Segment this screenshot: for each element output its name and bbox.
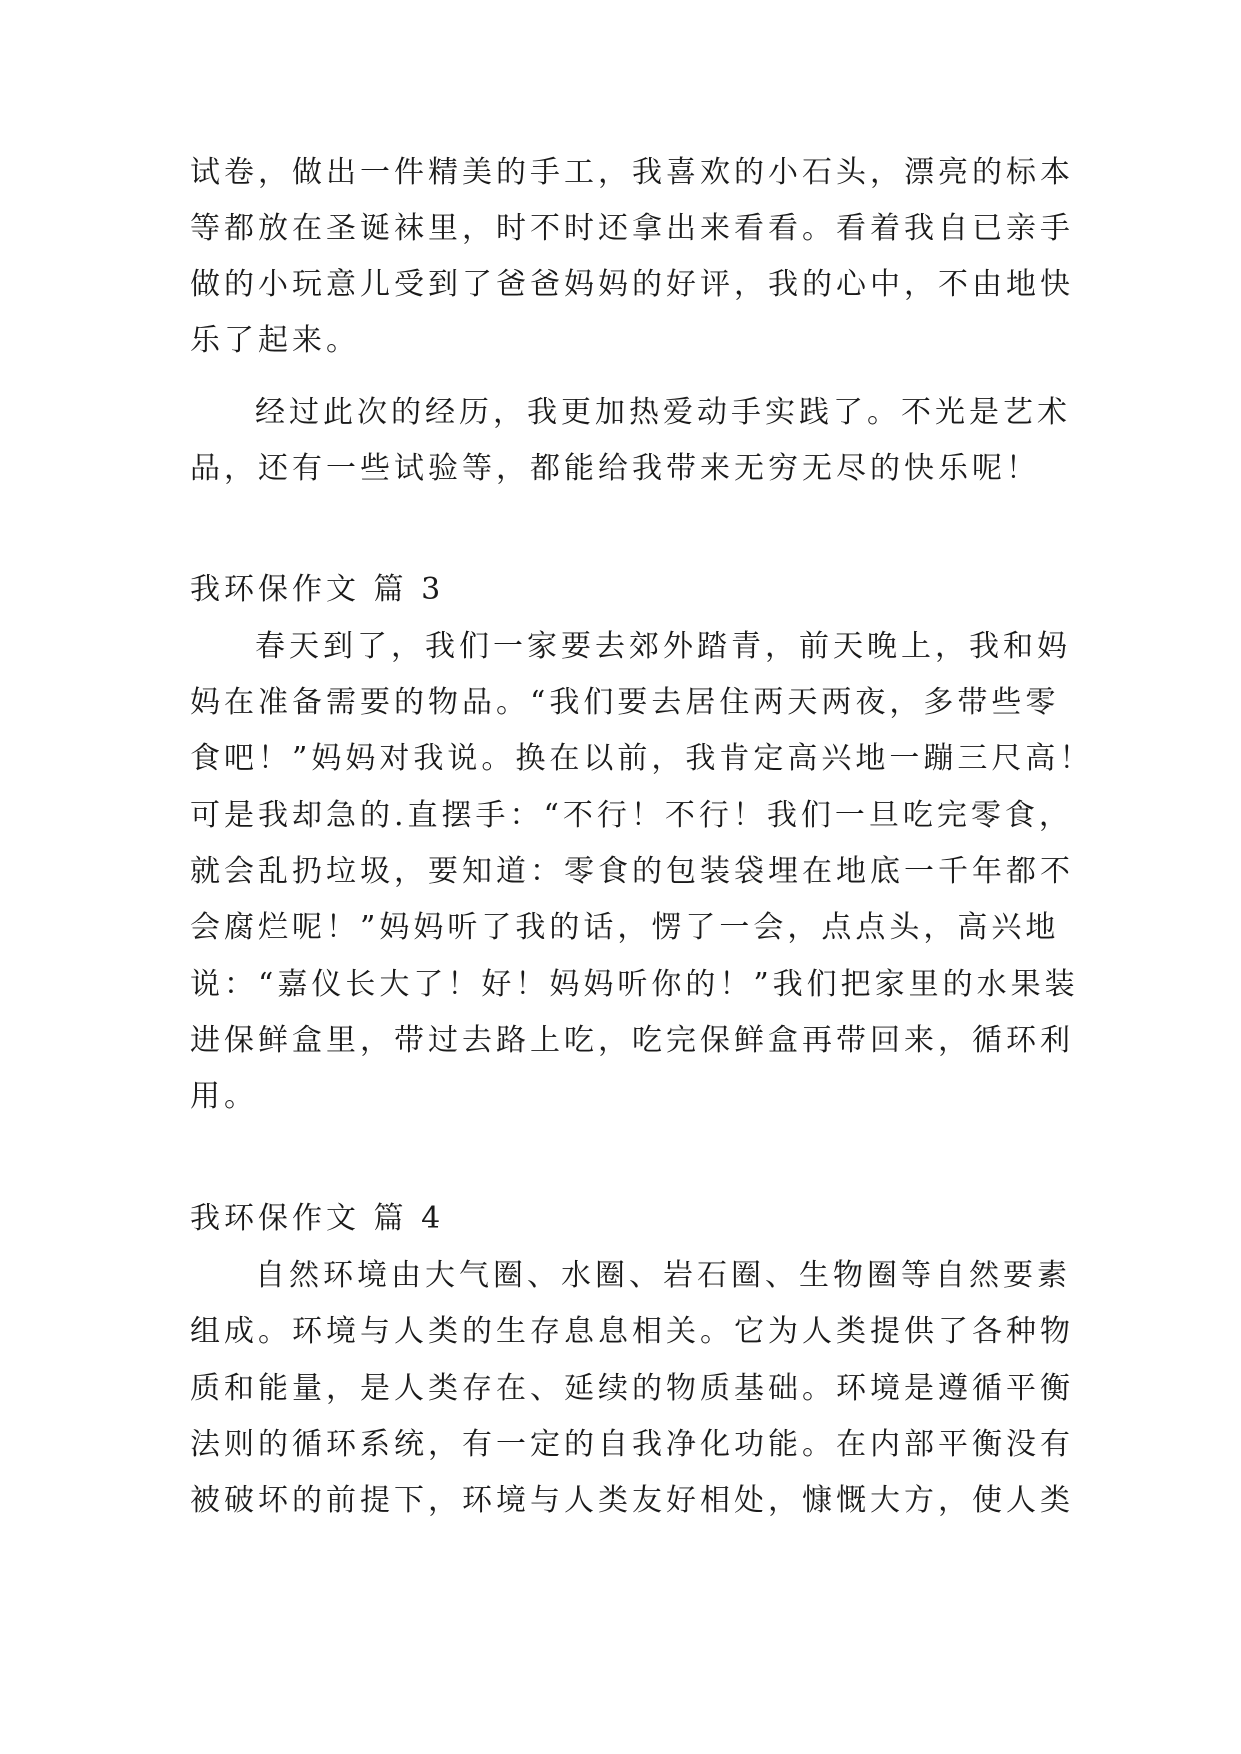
text-line: 会腐烂呢！”妈妈听了我的话，愣了一会，点点头，高兴地	[190, 910, 1060, 945]
text-line: 用。	[190, 1079, 258, 1114]
text-line: 被破坏的前提下，环境与人类友好相处，慷慨大方，使人类	[190, 1483, 1074, 1518]
text-line: 说：“嘉仪长大了！好！妈妈听你的！”我们把家里的水果装	[190, 967, 1079, 1002]
text-line: 自然环境由大气圈、水圈、岩石圈、生物圈等自然要素	[255, 1258, 1071, 1293]
text-line: 组成。环境与人类的生存息息相关。它为人类提供了各种物	[190, 1314, 1074, 1349]
text-line: 品，还有一些试验等，都能给我带来无穷无尽的快乐呢！	[190, 451, 1040, 486]
section-heading: 我环保作文 篇 4	[190, 1201, 445, 1236]
text-line: 进保鲜盒里，带过去路上吃，吃完保鲜盒再带回来，循环利	[190, 1023, 1074, 1058]
text-line: 质和能量，是人类存在、延续的物质基础。环境是遵循平衡	[190, 1371, 1074, 1406]
text-line: 食吧！”妈妈对我说。换在以前，我肯定高兴地一蹦三尺高！	[190, 741, 1094, 776]
text-line: 乐了起来。	[190, 323, 360, 358]
text-line: 可是我却急的.直摆手：“不行！不行！我们一旦吃完零食，	[190, 798, 1073, 833]
text-line: 经过此次的经历，我更加热爱动手实践了。不光是艺术	[255, 395, 1071, 430]
text-line: 妈在准备需要的物品。“我们要去居住两天两夜，多带些零	[190, 685, 1060, 720]
text-line: 做的小玩意儿受到了爸爸妈妈的好评，我的心中，不由地快	[190, 267, 1074, 302]
text-line: 就会乱扔垃圾，要知道：零食的包装袋埋在地底一千年都不	[190, 854, 1074, 889]
text-line: 春天到了，我们一家要去郊外踏青，前天晚上，我和妈	[255, 629, 1071, 664]
text-line: 等都放在圣诞袜里，时不时还拿出来看看。看着我自已亲手	[190, 211, 1074, 246]
text-line: 法则的循环系统，有一定的自我净化功能。在内部平衡没有	[190, 1427, 1074, 1462]
section-heading: 我环保作文 篇 3	[190, 572, 445, 607]
text-line: 试卷，做出一件精美的手工，我喜欢的小石头，漂亮的标本	[190, 155, 1074, 190]
